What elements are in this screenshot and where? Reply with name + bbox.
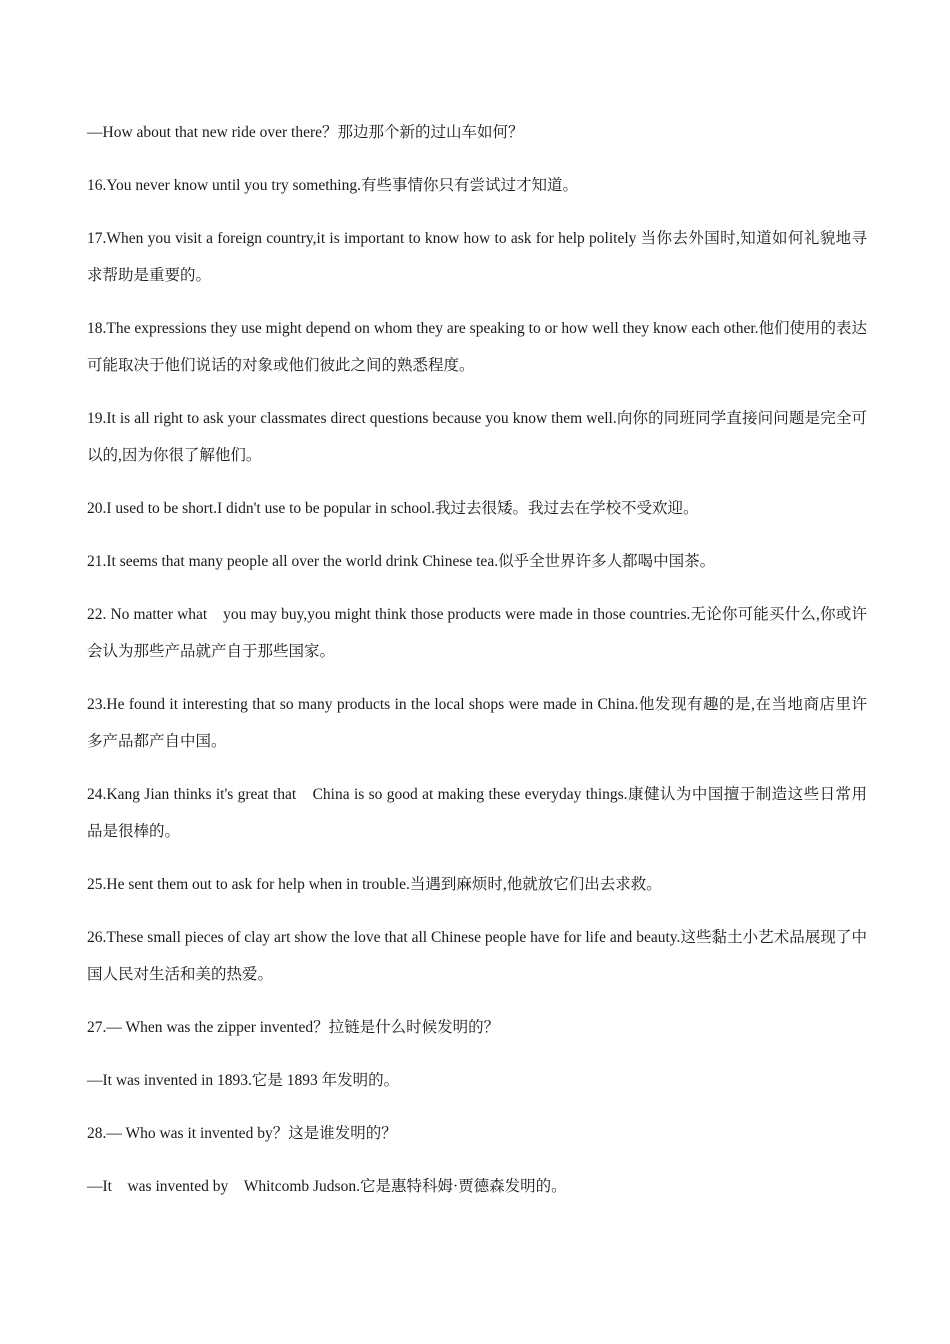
document-body bbox=[87, 114, 867, 1221]
sentence-25: 25.He sent them out to ask for help when in trouble.当遇到麻烦时,他就放它们出去求救。 bbox=[87, 876, 662, 893]
sentence-23: 23.He found it interesting that so many products in the local shops were made in China.他发现有趣的是,在当地商店里许多产品都产自中国。 bbox=[87, 696, 867, 750]
sentence-16: 16.You never know until you try something.有些事情你只有尝试过才知道。 bbox=[87, 177, 578, 194]
sentence-17: 17.When you visit a foreign country,it is important to know how to ask for help politely 当你去外国时,知道如何礼貌地寻求帮助是重要的。 bbox=[87, 230, 867, 284]
sentence-24: 24.Kang Jian thinks it's great that China is so good at making these everyday things.康健认为中国擅于制造这些日常用品是很棒的。 bbox=[87, 786, 867, 840]
sentence-26: 26.These small pieces of clay art show the love that all Chinese people have for life and beauty.这些黏土小艺术品展现了中国人民对生活和美的热爱。 bbox=[87, 929, 867, 983]
sentence-19: 19.It is all right to ask your classmates direct questions because you know them well.向你的同班同学直接问问题是完全可以的,因为你很了解他们。 bbox=[87, 410, 867, 464]
sentence-15-answer: —How about that new ride over there？那边那个新的过山车如何？ bbox=[87, 124, 524, 141]
sentence-22: 22. No matter what you may buy,you might think those products were made in those countries.无论你可能买什么,你或许会认为那些产品就产自于那些国家。 bbox=[87, 606, 867, 660]
sentence-20: 20.I used to be short.I didn't use to be popular in school.我过去很矮。我过去在学校不受欢迎。 bbox=[87, 500, 699, 517]
sentence-28-answer: —It was invented by Whitcomb Judson.它是惠特科姆·贾德森发明的。 bbox=[87, 1178, 567, 1195]
sentence-21: 21.It seems that many people all over the world drink Chinese tea.似乎全世界许多人都喝中国茶。 bbox=[87, 553, 716, 570]
sentence-18: 18.The expressions they use might depend on whom they are speaking to or how well they know each other.他们使用的表达可能取决于他们说话的对象或他们彼此之间的熟悉程度。 bbox=[87, 320, 868, 374]
sentence-27-answer: —It was invented in 1893.它是 1893 年发明的。 bbox=[87, 1072, 400, 1089]
sentence-28-question: 28.— Who was it invented by？这是谁发明的？ bbox=[87, 1125, 397, 1142]
sentence-27-question: 27.— When was the zipper invented？拉链是什么时候发明的？ bbox=[87, 1019, 500, 1036]
